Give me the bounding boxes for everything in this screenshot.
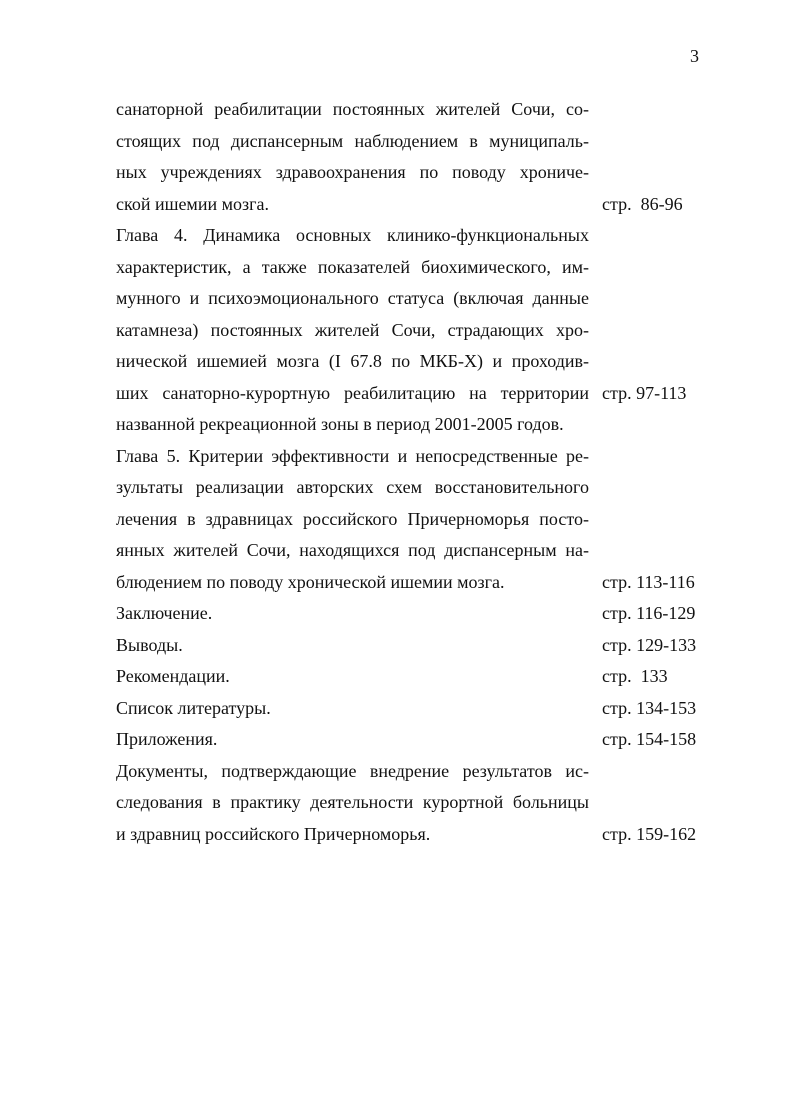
toc-page-range: стр. 154-158: [602, 729, 697, 749]
toc-line: катамнеза) постоянных жителей Сочи, страдающих хро-: [116, 319, 589, 340]
toc-line: зультаты реализации авторских схем восстановительного: [116, 477, 589, 497]
toc-line: Глава 5. Критерии эффективности и непосредственные ре-: [116, 445, 589, 466]
toc-line: ших санаторно-курортную реабилитацию на территории: [116, 382, 589, 403]
page-number: 3: [690, 46, 699, 66]
toc-line: Рекомендации.: [116, 666, 230, 686]
toc-page-range: стр. 134-153: [602, 697, 697, 718]
toc-line: ской ишемии мозга.: [116, 193, 269, 214]
toc-line: мунного и психоэмоционального статуса (включая данные: [116, 288, 589, 308]
toc-line: Приложения.: [116, 729, 218, 749]
toc-line: нической ишемией мозга (I 67.8 по МКБ-Х) и проходив-: [116, 351, 589, 371]
toc-line: следования в практику деятельности курортной больницы: [116, 792, 589, 812]
toc-entry: [116, 630, 706, 662]
toc-line: и здравниц российского Причерноморья.: [116, 823, 431, 844]
toc-page-range: стр. 129-133: [602, 634, 697, 655]
table-of-contents: [116, 94, 706, 850]
toc-line: стоящих под диспансерным наблюдением в муниципаль-: [116, 130, 589, 151]
toc-line: названной рекреационной зоны в период 2001-2005 годов.: [116, 414, 564, 434]
toc-page-range: стр. 97-113: [602, 382, 687, 403]
toc-entry: [116, 661, 706, 693]
toc-line: блюдением по поводу хронической ишемии мозга.: [116, 571, 505, 592]
toc-entry: [116, 756, 706, 851]
toc-entry: [116, 220, 706, 441]
toc-line: лечения в здравницах российского Причерноморья посто-: [116, 508, 589, 529]
toc-page-range: стр. 133: [602, 666, 668, 686]
toc-entry: [116, 598, 706, 630]
toc-page-range: стр. 86-96: [602, 193, 683, 214]
toc-line: ных учреждениях здравоохранения по поводу хрониче-: [116, 162, 589, 182]
toc-line: Заключение.: [116, 603, 213, 623]
toc-line: янных жителей Сочи, находящихся под диспансерным на-: [116, 540, 589, 560]
toc-entry: [116, 693, 706, 725]
toc-entry: [116, 441, 706, 599]
toc-entry: [116, 94, 706, 220]
toc-line: характеристик, а также показателей биохимического, им-: [116, 256, 589, 277]
toc-page-range: стр. 113-116: [602, 571, 695, 592]
toc-page-range: стр. 116-129: [602, 603, 696, 623]
toc-page-range: стр. 159-162: [602, 823, 697, 844]
toc-line: Выводы.: [116, 634, 183, 655]
toc-line: Список литературы.: [116, 697, 271, 718]
toc-line: Документы, подтверждающие внедрение результатов ис-: [116, 760, 589, 781]
toc-line: санаторной реабилитации постоянных жителей Сочи, со-: [116, 99, 589, 119]
toc-line: Глава 4. Динамика основных клинико-функциональных: [116, 225, 589, 245]
toc-entry: [116, 724, 706, 756]
